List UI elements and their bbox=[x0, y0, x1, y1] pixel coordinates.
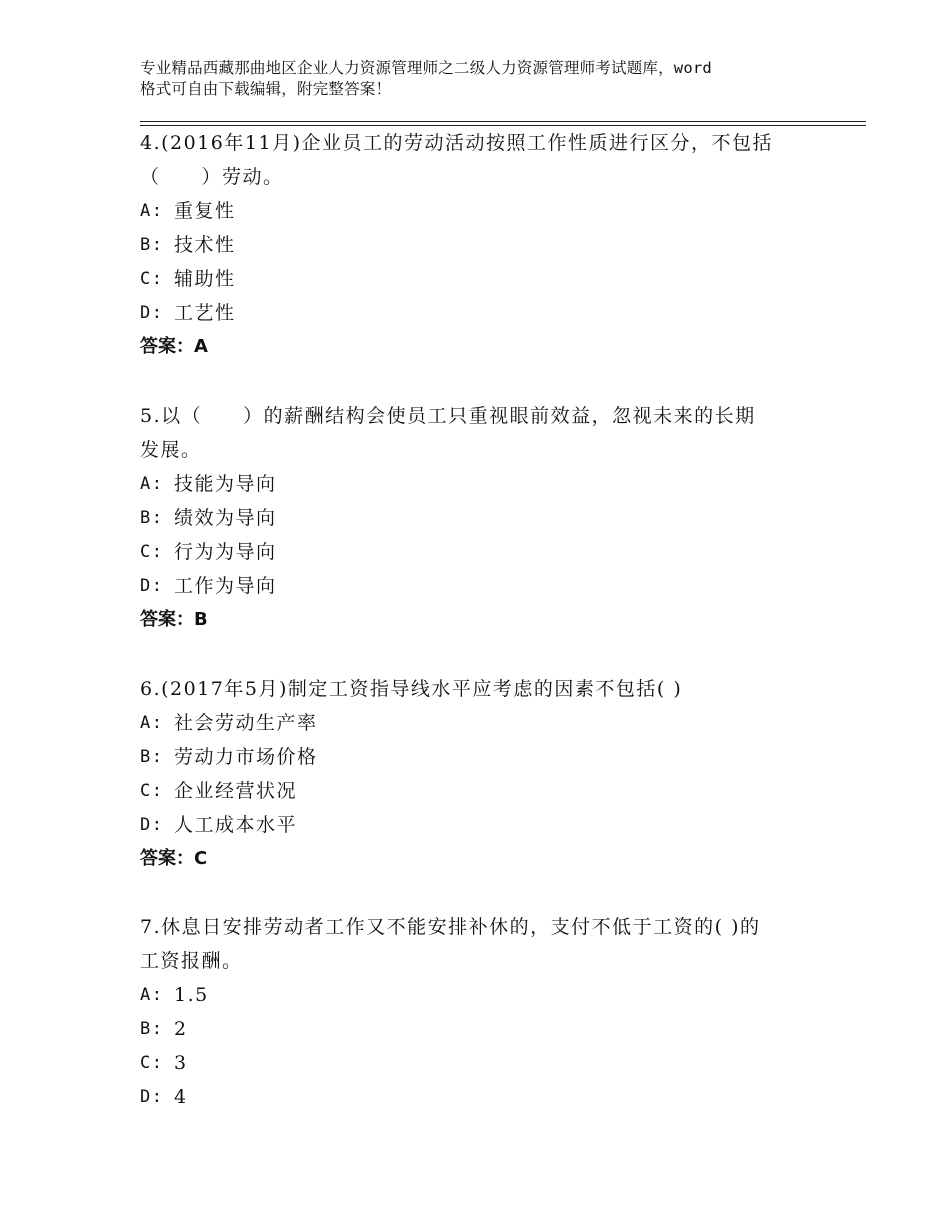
option-a bbox=[140, 467, 840, 501]
option-text: 重复性 bbox=[174, 200, 236, 222]
option-text: 社会劳动生产率 bbox=[174, 712, 318, 734]
option-text: 企业经营状况 bbox=[174, 780, 298, 802]
question-4 bbox=[140, 126, 840, 364]
option-letter: B: bbox=[140, 235, 164, 255]
option-d bbox=[140, 1080, 840, 1114]
question-stem-line: 7.休息日安排劳动者工作又不能安排补休的，支付不低于工资的( )的 bbox=[140, 916, 761, 938]
option-text: 人工成本水平 bbox=[174, 814, 298, 836]
option-b bbox=[140, 228, 840, 262]
header-line-1: 专业精品西藏那曲地区企业人力资源管理师之二级人力资源管理师考试题库，word bbox=[140, 59, 712, 77]
option-text: 技术性 bbox=[174, 234, 236, 256]
option-text: 工艺性 bbox=[174, 302, 236, 324]
option-a bbox=[140, 978, 840, 1012]
option-text: 2 bbox=[174, 1018, 188, 1040]
option-text: 工作为导向 bbox=[174, 575, 277, 597]
option-text: 4 bbox=[174, 1086, 188, 1108]
option-b bbox=[140, 1012, 840, 1046]
option-text: 行为为导向 bbox=[174, 541, 277, 563]
option-text: 1.5 bbox=[174, 984, 209, 1006]
option-text: 3 bbox=[174, 1052, 188, 1074]
option-text: 绩效为导向 bbox=[174, 507, 277, 529]
option-letter: B: bbox=[140, 1019, 164, 1039]
option-c bbox=[140, 1046, 840, 1080]
question-stem-line: 4.(2016年11月)企业员工的劳动活动按照工作性质进行区分，不包括 bbox=[140, 132, 773, 154]
option-b bbox=[140, 501, 840, 535]
question-7 bbox=[140, 910, 840, 1114]
question-5 bbox=[140, 399, 840, 637]
option-letter: A: bbox=[140, 474, 164, 494]
option-a bbox=[140, 706, 840, 740]
question-6 bbox=[140, 672, 840, 876]
option-letter: C: bbox=[140, 269, 164, 289]
option-letter: D: bbox=[140, 576, 164, 596]
option-text: 劳动力市场价格 bbox=[174, 746, 318, 768]
option-c bbox=[140, 535, 840, 569]
answer-label: 答案：B bbox=[140, 609, 208, 630]
option-c bbox=[140, 262, 840, 296]
option-letter: B: bbox=[140, 508, 164, 528]
option-letter: B: bbox=[140, 747, 164, 767]
question-stem-line: 发展。 bbox=[140, 439, 202, 461]
option-letter: C: bbox=[140, 542, 164, 562]
option-letter: D: bbox=[140, 815, 164, 835]
option-letter: A: bbox=[140, 713, 164, 733]
question-stem-line: 5.以（ ）的薪酬结构会使员工只重视眼前效益，忽视未来的长期 bbox=[140, 405, 756, 427]
header-divider-thin bbox=[140, 121, 866, 122]
option-a bbox=[140, 194, 840, 228]
option-letter: D: bbox=[140, 1087, 164, 1107]
option-letter: A: bbox=[140, 985, 164, 1005]
option-d bbox=[140, 569, 840, 603]
question-stem-line: （ ）劳动。 bbox=[140, 166, 284, 188]
option-text: 技能为导向 bbox=[174, 473, 277, 495]
answer-label: 答案：C bbox=[140, 848, 208, 869]
document-header bbox=[140, 58, 830, 100]
option-c bbox=[140, 774, 840, 808]
option-letter: D: bbox=[140, 303, 164, 323]
option-letter: C: bbox=[140, 781, 164, 801]
question-stem-line: 工资报酬。 bbox=[140, 950, 243, 972]
option-text: 辅助性 bbox=[174, 268, 236, 290]
option-d bbox=[140, 808, 840, 842]
option-d bbox=[140, 296, 840, 330]
answer-label: 答案：A bbox=[140, 336, 208, 357]
header-line-2: 格式可自由下载编辑，附完整答案！ bbox=[140, 80, 392, 98]
option-letter: C: bbox=[140, 1053, 164, 1073]
option-b bbox=[140, 740, 840, 774]
option-letter: A: bbox=[140, 201, 164, 221]
question-stem-line: 6.(2017年5月)制定工资指导线水平应考虑的因素不包括( ) bbox=[140, 678, 683, 700]
